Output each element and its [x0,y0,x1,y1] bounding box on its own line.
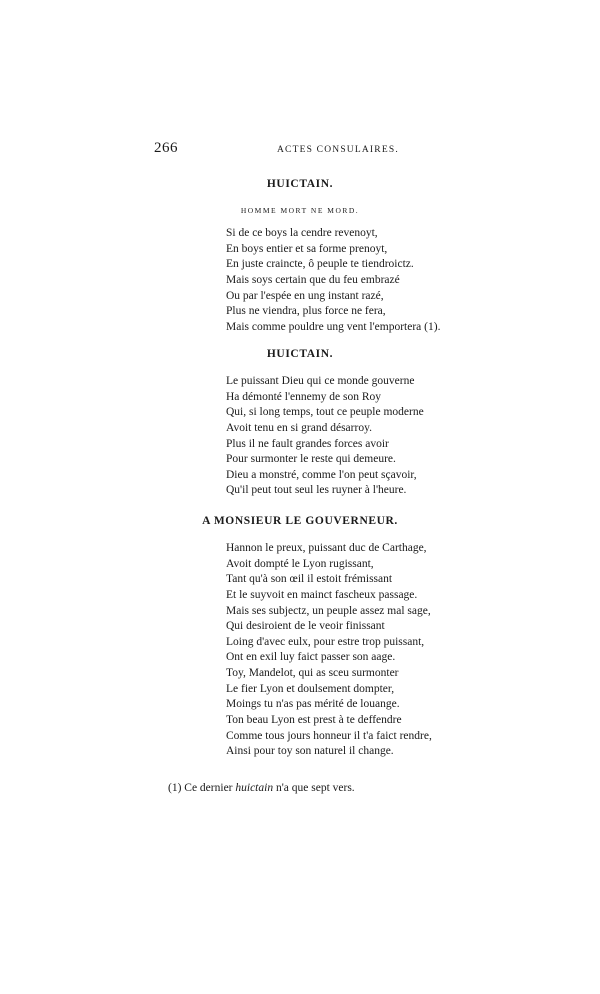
verse-line: Loing d'avec eulx, pour estre trop puissant, [226,635,425,648]
verse-line: Tant qu'à son œil il estoit frémissant [226,573,393,586]
verse-line: Comme tous jours honneur il t'a faict rendre, [226,729,432,742]
verse-line: Si de ce boys la cendre revenoyt, [226,227,378,239]
verse-line: Qu'il peut tout seul les ruyner à l'heure. [226,484,407,497]
verse-line: Le puissant Dieu qui ce monde gouverne [226,375,415,387]
verse-line: Moings tu n'as pas mérité de louange. [226,698,400,711]
footnote-italic: huictain [235,782,274,794]
verse-line: Mais soys certain que du feu embrazé [226,273,400,286]
page-number: 266 [154,140,178,156]
poem2-verses [226,374,424,499]
verse-line: Toy, Mandelot, qui as sceu surmonter [226,667,399,680]
verse-line: Le fier Lyon et doulsement dompter, [226,682,395,695]
verse-line: En juste craincte, ô peuple te tiendroictz. [226,258,414,271]
verse-line: Plus il ne fault grandes forces avoir [226,437,389,450]
poem1-subtitle: HOMME MORT NE MORD. [240,206,360,215]
verse-line: Qui, si long temps, tout ce peuple moderne [226,406,424,419]
poem3-title: A MONSIEUR LE GOUVERNEUR. [202,515,398,527]
poem1-verses [226,226,440,335]
footnote [168,782,355,794]
poem2-title: HUICTAIN. [266,348,334,360]
verse-line: Mais ses subjectz, un peuple assez mal sage, [226,604,431,617]
verse-line: Ont en exil luy faict passer son aage. [226,651,396,664]
poem1-title: HUICTAIN. [266,178,334,190]
verse-line: Ou par l'espée en ung instant razé, [226,289,384,302]
verse-line: En boys entier et sa forme prenoyt, [226,242,388,255]
verse-line: Pour surmonter le reste qui demeure. [226,453,396,466]
verse-line: Mais comme pouldre ung vent l'emportera (1). [226,320,441,333]
verse-line: Et le suyvoit en mainct fascheux passage. [226,588,418,601]
verse-line: Plus ne viendra, plus force ne fera, [226,305,386,318]
verse-line: Avoit dompté le Lyon rugissant, [226,557,374,570]
verse-line: Hannon le preux, puissant duc de Carthage, [226,542,427,554]
verse-line: Ha démonté l'ennemy de son Roy [226,390,382,403]
poem3-verses [226,541,432,760]
verse-line: Qui desiroient de le veoir finissant [226,620,385,633]
verse-line: Dieu a monstré, comme l'on peut sçavoir, [226,468,417,481]
verse-line: Ton beau Lyon est prest à te deffendre [226,714,402,727]
footnote-rest: n'a que sept vers. [275,782,355,794]
verse-line: Ainsi pour toy son naturel il change. [226,745,394,758]
footnote-marker: (1) Ce dernier [168,782,233,794]
verse-line: Avoit tenu en si grand désarroy. [226,421,372,434]
running-head: ACTES CONSULAIRES. [277,145,399,155]
